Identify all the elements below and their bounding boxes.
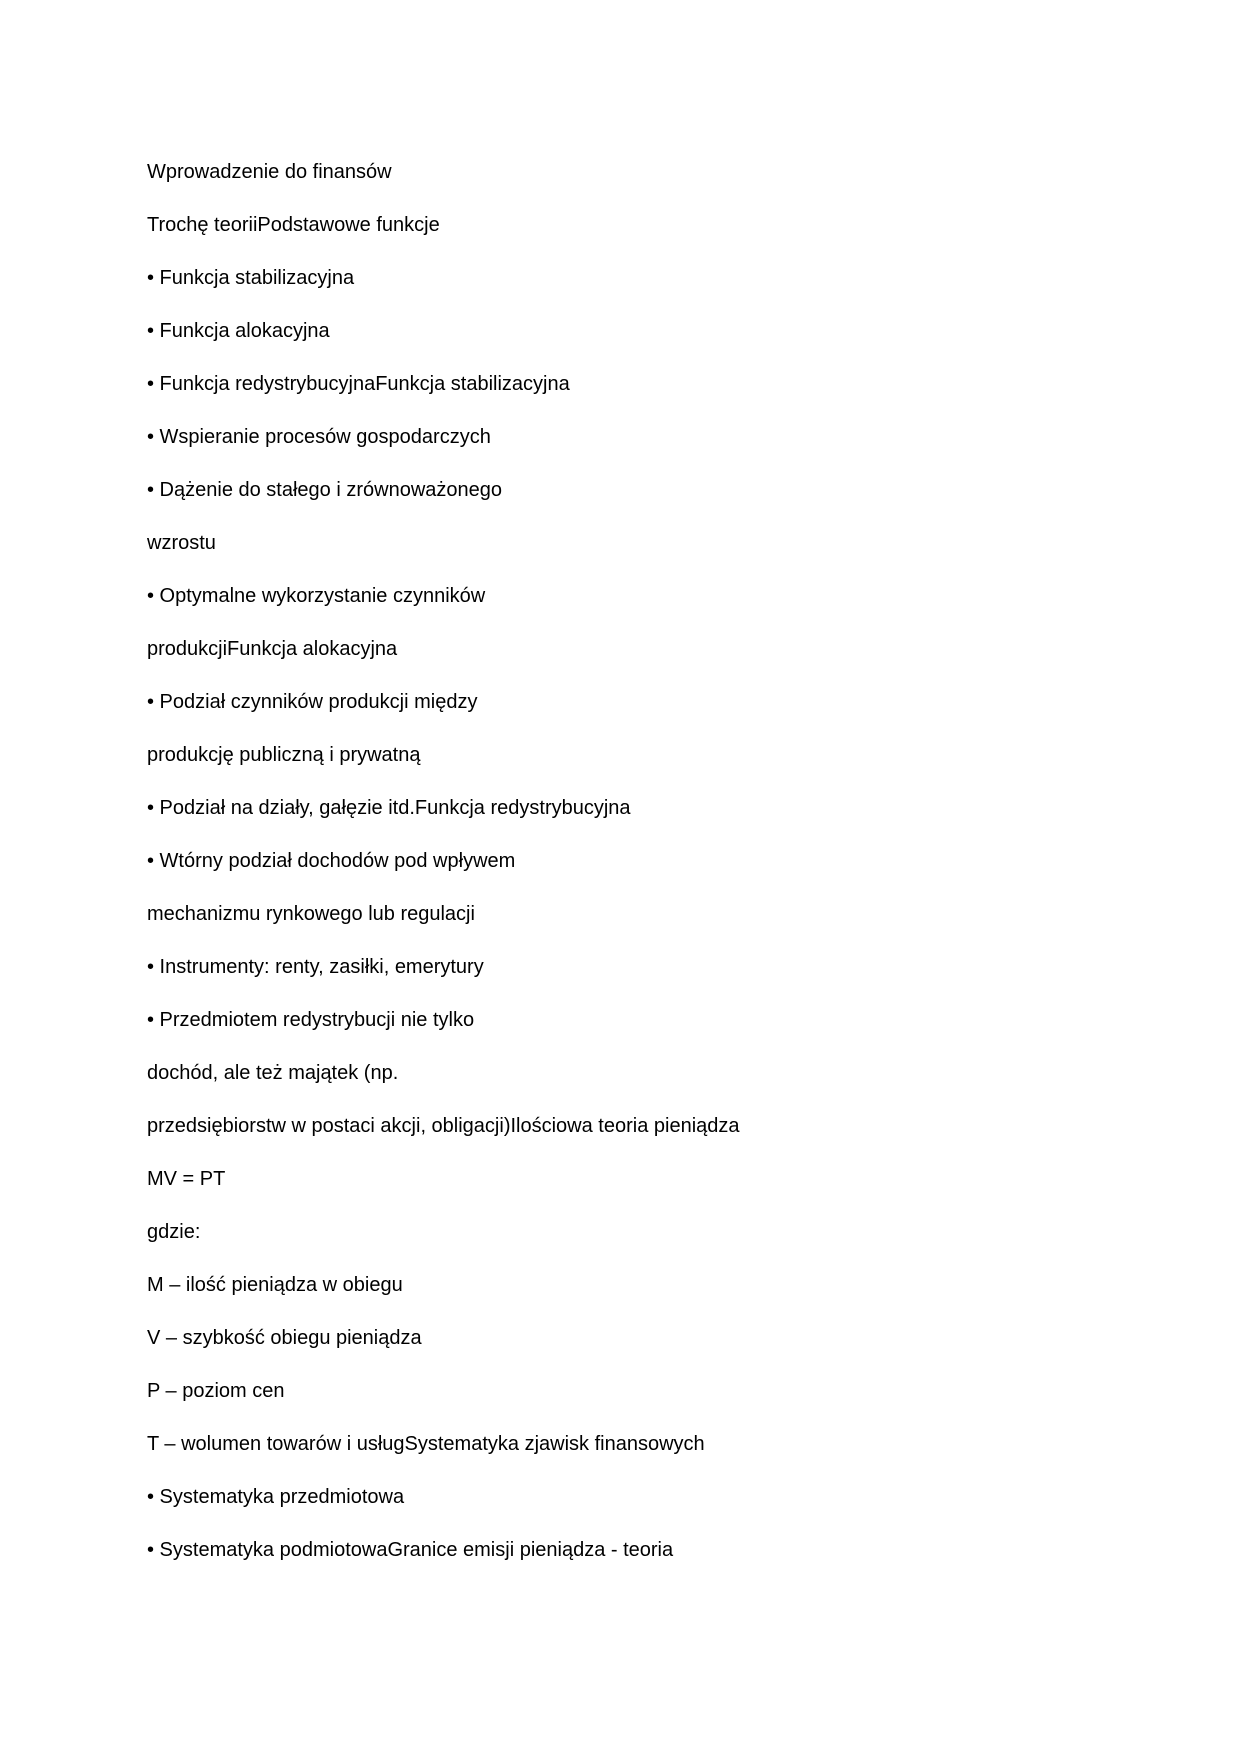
formula-line: MV = PT	[147, 1168, 226, 1190]
bullet-line: • Podział na działy, gałęzie itd.Funkcja redystrybucyjna	[147, 797, 631, 819]
text-line: produkcję publiczną i prywatną	[147, 744, 421, 766]
document-body	[147, 146, 1147, 1577]
text-line: wzrostu	[147, 532, 216, 554]
bullet-line: • Optymalne wykorzystanie czynników	[147, 585, 486, 607]
definition-line: M – ilość pieniądza w obiegu	[147, 1274, 403, 1296]
document-title: Wprowadzenie do finansów	[147, 161, 392, 183]
bullet-line: • Wtórny podział dochodów pod wpływem	[147, 850, 516, 872]
bullet-line: • Wspieranie procesów gospodarczych	[147, 426, 491, 448]
text-line: dochód, ale też majątek (np.	[147, 1062, 399, 1084]
bullet-line: • Przedmiotem redystrybucji nie tylko	[147, 1009, 475, 1031]
bullet-line: • Dążenie do stałego i zrównoważonego	[147, 479, 502, 501]
text-line: gdzie:	[147, 1221, 201, 1243]
definition-line: T – wolumen towarów i usługSystematyka zjawisk finansowych	[147, 1433, 705, 1455]
bullet-line: • Funkcja redystrybucyjnaFunkcja stabilizacyjna	[147, 373, 570, 395]
text-line: produkcjiFunkcja alokacyjna	[147, 638, 398, 660]
bullet-line: • Systematyka podmiotowaGranice emisji pieniądza - teoria	[147, 1539, 674, 1561]
bullet-line: • Funkcja alokacyjna	[147, 320, 330, 342]
text-line: Trochę teoriiPodstawowe funkcje	[147, 214, 440, 236]
bullet-line: • Systematyka przedmiotowa	[147, 1486, 405, 1508]
text-line: przedsiębiorstw w postaci akcji, obligacji)Ilościowa teoria pieniądza	[147, 1115, 740, 1137]
definition-line: V – szybkość obiegu pieniądza	[147, 1327, 422, 1349]
text-line: mechanizmu rynkowego lub regulacji	[147, 903, 475, 925]
bullet-line: • Instrumenty: renty, zasiłki, emerytury	[147, 956, 484, 978]
bullet-line: • Funkcja stabilizacyjna	[147, 267, 355, 289]
definition-line: P – poziom cen	[147, 1380, 285, 1402]
bullet-line: • Podział czynników produkcji między	[147, 691, 478, 713]
